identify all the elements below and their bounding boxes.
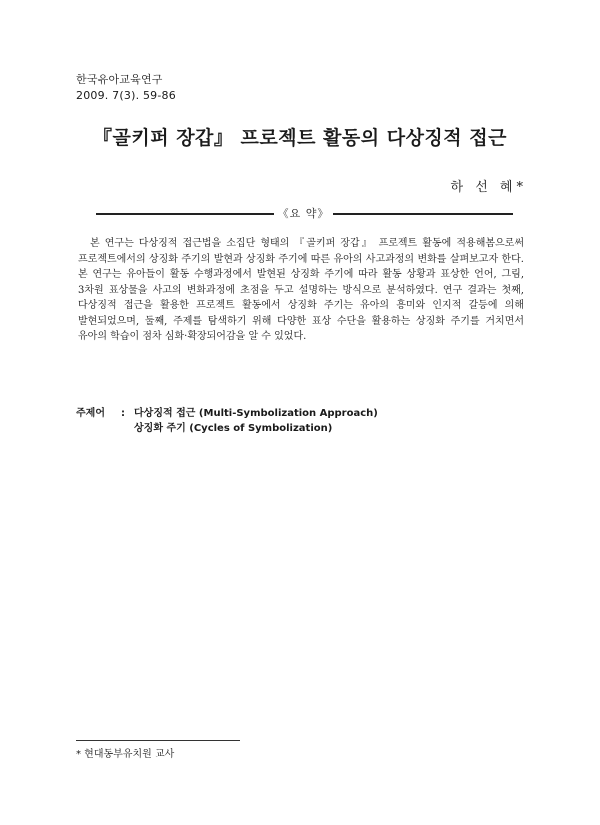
abstract-rule-left xyxy=(96,213,274,215)
journal-name: 한국유아교육연구 xyxy=(76,73,163,86)
keywords-row-2 xyxy=(76,421,378,436)
abstract-rule-right xyxy=(333,213,513,215)
footnote-rule xyxy=(76,740,240,741)
keywords-row-1 xyxy=(76,406,378,421)
author-name: 하 선 혜* xyxy=(450,180,527,195)
journal-issue: 2009. 7(3). 59-86 xyxy=(76,89,176,102)
keywords-label: 주제어 xyxy=(76,408,105,419)
abstract-body: 본 연구는 다상징적 접근법을 소집단 형태의 『골키퍼 장갑』 프로젝트 활동에 적용해봄으로써 프로젝트에서의 상징화 주기의 발현과 상징화 주기에 따른 유아의 사고과정의 변화를 살펴보고자 한다. 본 연구는 유아들이 활동 수행과정에서 발현된 상징화 주기에 따라 활동 상황과 표상한 언어, 그림, 3차원 표상물을 사고의 변화과정에 초점을 두고 설명하는 방식으로 분석하였다. 연구 결과는 첫째, 다상징적 접근을 활용한 프로젝트 활동에서 상징화 주기는 유아의 흥미와 인지적 갈등에 의해 발현되었으며, 둘째, 주제를 탐색하기 위해 다양한 표상 수단을 활용하는 상징화 주기를 거치면서 유아의 학습이 점차 심화·확장되어감을 알 수 있었다. xyxy=(78,238,524,342)
keyword-item: 다상징적 접근 (Multi-Symbolization Approach) xyxy=(134,408,378,419)
keywords-separator: : xyxy=(121,408,125,419)
footnote: * 현대동부유치원 교사 xyxy=(76,749,175,760)
paper-title: 『골키퍼 장갑』 프로젝트 활동의 다상징적 접근 xyxy=(93,127,507,149)
abstract-heading: 《요 약》 xyxy=(277,207,330,220)
keywords-block xyxy=(76,406,378,436)
keyword-item: 상징화 주기 (Cycles of Symbolization) xyxy=(134,423,333,434)
